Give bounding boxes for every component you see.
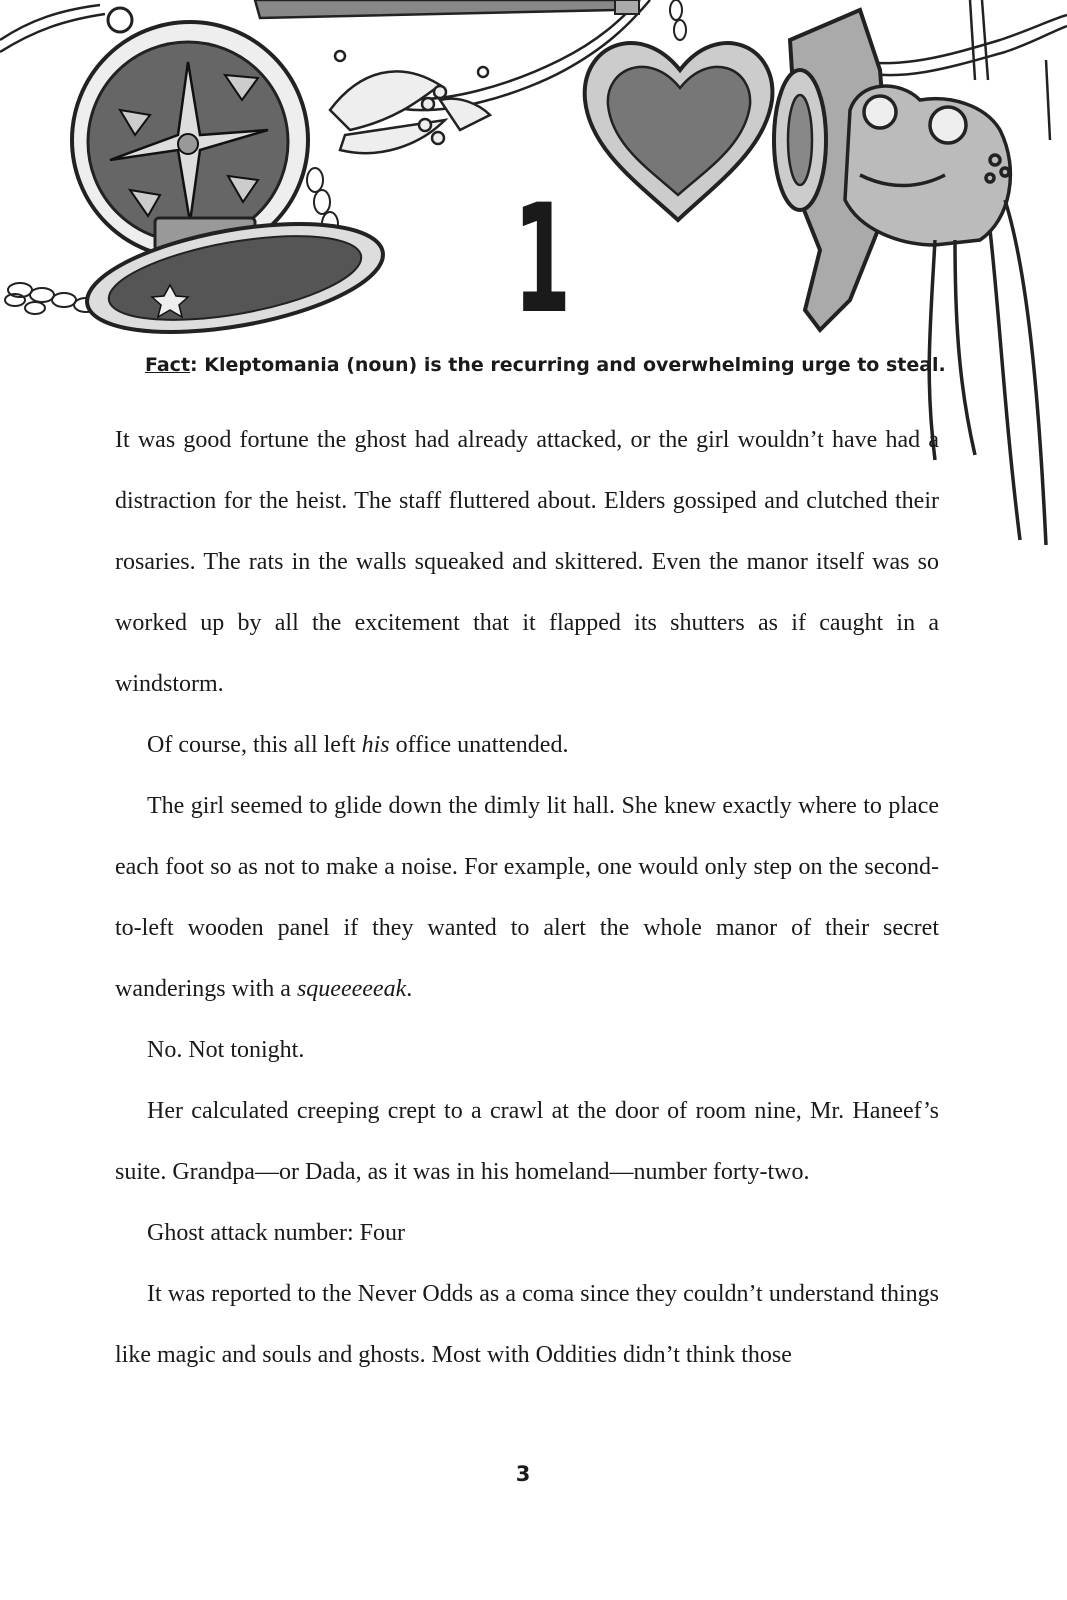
chapter-number: 1: [513, 173, 571, 347]
page-number: 3: [515, 1462, 531, 1486]
text-run: The girl seemed to glide down the dimly lit hall. She knew exactly where to place each foot so as not to make a noise. For example, one would only step on the second-to-left wooden panel if they wanted to alert the whole manor of their secret wanderings with a: [115, 793, 939, 1002]
text-run: No. Not tonight.: [147, 1037, 305, 1063]
feather-charm-icon: [330, 51, 490, 153]
text-run: Her calculated creeping crept to a crawl at the door of room nine, Mr. Haneef’s suite. Grandpa—or Dada, as it was in his homeland—number forty-two.: [115, 1098, 939, 1185]
key-icon: [255, 0, 639, 18]
text-run: Of course, this all left: [147, 732, 362, 758]
emphasis-text: his: [361, 732, 390, 758]
chapter-epigraph-fact: [145, 350, 946, 380]
fact-label: Fact: [145, 354, 191, 376]
emphasis-text: squeeeeeak: [296, 976, 407, 1002]
text-run: Ghost attack number: Four: [147, 1220, 405, 1246]
paragraph: [115, 715, 939, 776]
paragraph: [115, 1264, 939, 1386]
paragraph: [115, 1203, 939, 1264]
paragraph: [115, 1081, 939, 1203]
text-run: It was reported to the Never Odds as a coma since they couldn’t understand things like magic and souls and ghosts. Most with Oddities didn’t think those: [115, 1281, 939, 1368]
text-run: office unattended.: [389, 732, 569, 758]
text-run: It was good fortune the ghost had already attacked, or the girl wouldn’t have had a distraction for the heist. The staff fluttered about. Elders gossiped and clutched their rosaries. The rats in the walls squeaked and skittered. Even the manor itself was so worked up by all the excitement that it flapped its shutters as if caught in a windstorm.: [115, 427, 939, 697]
text-run: .: [406, 976, 413, 1002]
heart-locket-icon: [585, 43, 773, 220]
paragraph: [115, 1020, 939, 1081]
paragraph: [115, 776, 939, 1020]
paragraph: [115, 410, 939, 715]
chapter-body-text: [115, 410, 939, 1386]
fact-text: : Kleptomania (noun) is the recurring and overwhelming urge to steal.: [190, 354, 946, 376]
